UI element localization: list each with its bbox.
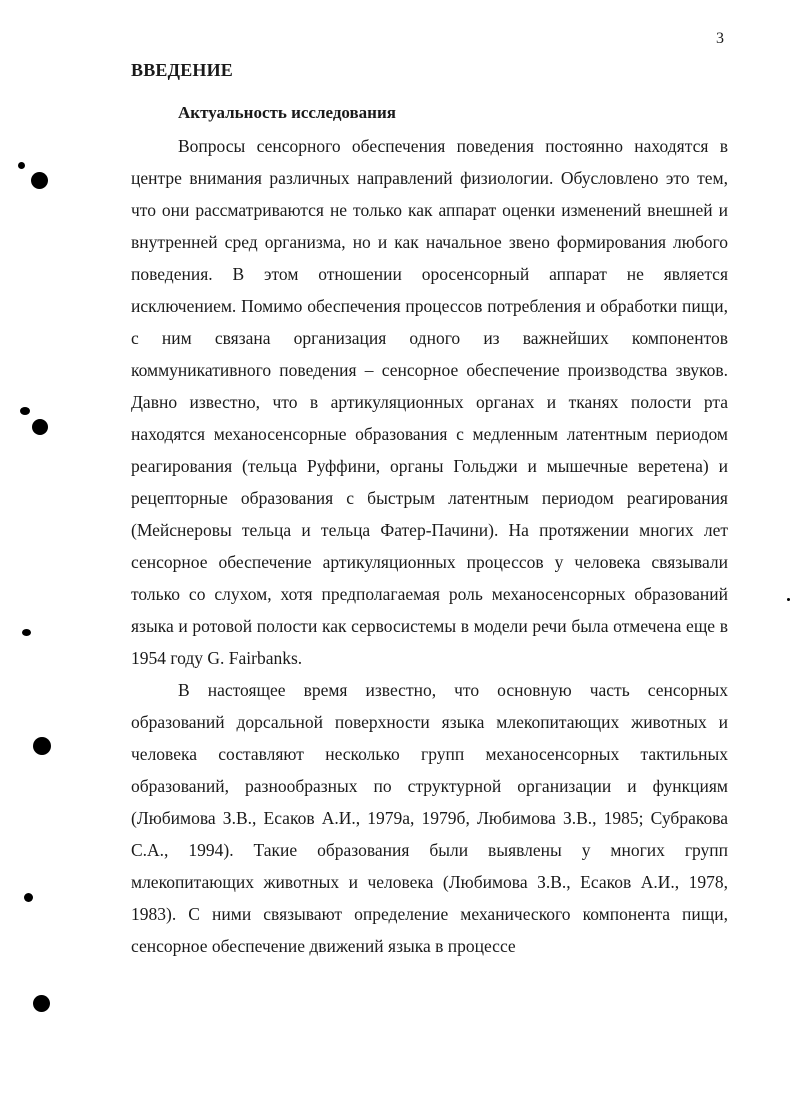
section-subheading: Актуальность исследования [178,103,396,122]
ink-speck [20,407,30,415]
page-number: 3 [716,30,724,47]
body-text [131,130,728,962]
ink-speck [787,598,790,601]
page-heading: ВВЕДЕНИЕ [131,60,234,80]
punch-hole-mark [32,419,48,435]
paragraph-2: В настоящее время известно, что основную часть сенсорных образований дорсальной поверхности языка млекопитающих животных и человека составляют несколько групп механосенсорных тактильных образований, разнообразных по структурной организации и функциям (Любимова З.В., Есаков А.И., 1979а, 1979б, Любимова З.В., 1985; Субракова С.А., 1994). Такие образования были выявлены у многих групп млекопитающих животных и человека (Любимова З.В., Есаков А.И., 1978, 1983). С ними связывают определение механического компонента пищи, сенсорное обеспечение движений языка в процессе [131,680,728,956]
ink-speck [24,893,33,902]
punch-hole-mark [33,737,51,755]
punch-hole-mark [31,172,48,189]
ink-speck [18,162,25,169]
ink-speck [22,629,31,636]
paragraph-1: Вопросы сенсорного обеспечения поведения постоянно находятся в центре внимания различных направлений физиологии. Обусловлено это тем, что они рассматриваются не только как аппарат оценки изменений внешней и внутренней сред организма, но и как начальное звено формирования любого поведения. В этом отношении оросенсорный аппарат не является исключением. Помимо обеспечения процессов потребления и обработки пищи, с ним связана организация одного из важнейших компонентов коммуникативного поведения – сенсорное обеспечение производства звуков. Давно известно, что в артикуляционных органах и тканях полости рта находятся механосенсорные образования с медленным латентным периодом реагирования (тельца Руффини, органы Гольджи и мышечные веретена) и рецепторные образования с быстрым латентным периодом реагирования (Мейснеровы тельца и тельца Фатер-Пачини). На протяжении многих лет сенсорное обеспечение артикуляционных процессов у человека связывали только со слухом, хотя предполагаемая роль механосенсорных образований языка и ротовой полости как сервосистемы в модели речи была отмечена еще в 1954 году G. Fairbanks. [131,136,728,668]
punch-hole-mark [33,995,50,1012]
